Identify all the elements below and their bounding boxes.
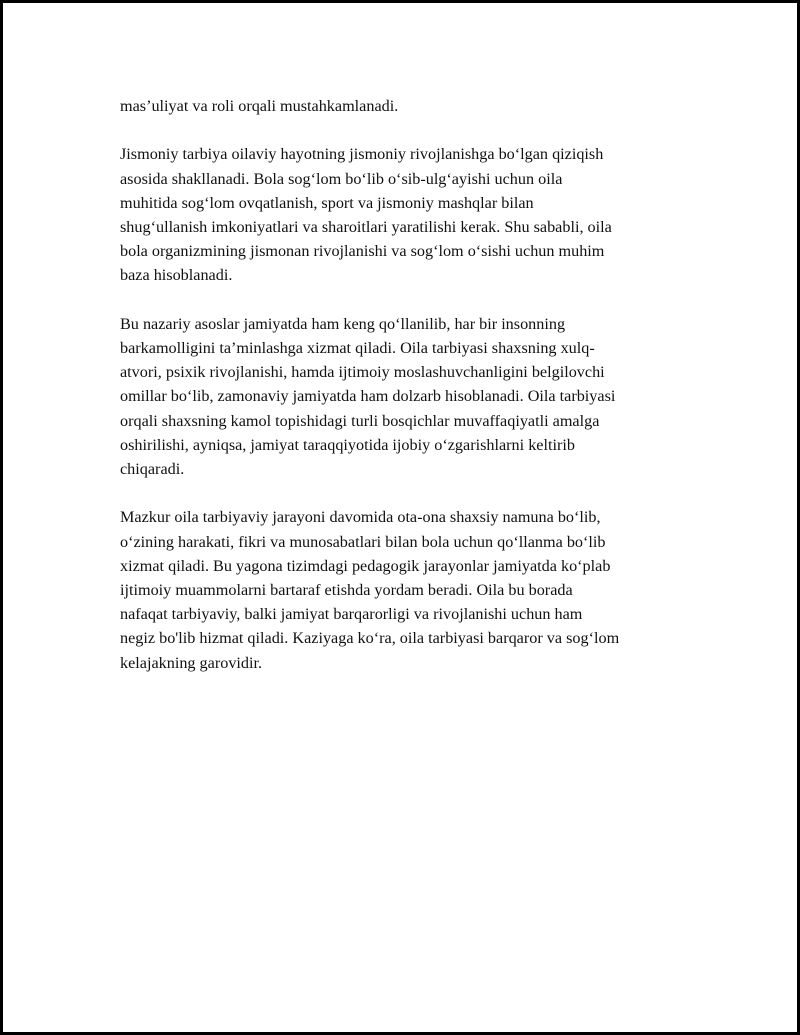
- document-body: [120, 94, 700, 699]
- paragraph-3: Bu nazariy asoslar jamiyatda ham keng qo‘llanilib, har bir insonning barkamolligini ta’minlashga xizmat qiladi. Oila tarbiyasi shaxsning xulq- atvori, psixik rivojlanishi, hamda ijtimoiy moslashuvchanligini belgilovchi omillar bo‘lib, zamonaviy jamiyatda ham dolzarb hisoblanadi. Oila tarbiyasi orqali shaxsning kamol topishidagi turli bosqichlar muvaffaqiyatli amalga oshirilishi, ayniqsa, jamiyat taraqqiyotida ijobiy o‘zgarishlarni keltirib chiqaradi.: [120, 314, 616, 479]
- paragraph-2: Jismoniy tarbiya oilaviy hayotning jismoniy rivojlanishga bo‘lgan qiziqish asosida shakllanadi. Bola sog‘lom bo‘lib o‘sib-ulg‘ayishi uchun oila muhitida sog‘lom ovqatlanish, sport va jismoniy mashqlar bilan shug‘ullanish imkoniyatlari va sharoitlari yaratilishi kerak. Shu sababli, oila bola organizmining jismonan rivojlanishi va sog‘lom o‘sishi uchun muhim baza hisoblanadi.: [120, 145, 612, 285]
- paragraph-4: Mazkur oila tarbiyaviy jarayoni davomida ota-ona shaxsiy namuna bo‘lib, o‘zining harakati, fikri va munosabatlari bilan bola uchun qo‘llanma bo‘lib xizmat qiladi. Bu yagona tizimdagi pedagogik jarayonlar jamiyatda ko‘plab ijtimoiy muammolarni bartaraf etishda yordam beradi. Oila bu borada nafaqat tarbiyaviy, balki jamiyat barqarorligi va rivojlanishi uchun ham negiz bo'lib hizmat qiladi. Kaziyaga ko‘ra, oila tarbiyasi barqaror va sog‘lom kelajakning garovidir.: [120, 508, 620, 672]
- paragraph-1: mas’uliyat va roli orqali mustahkamlanadi.: [120, 97, 399, 115]
